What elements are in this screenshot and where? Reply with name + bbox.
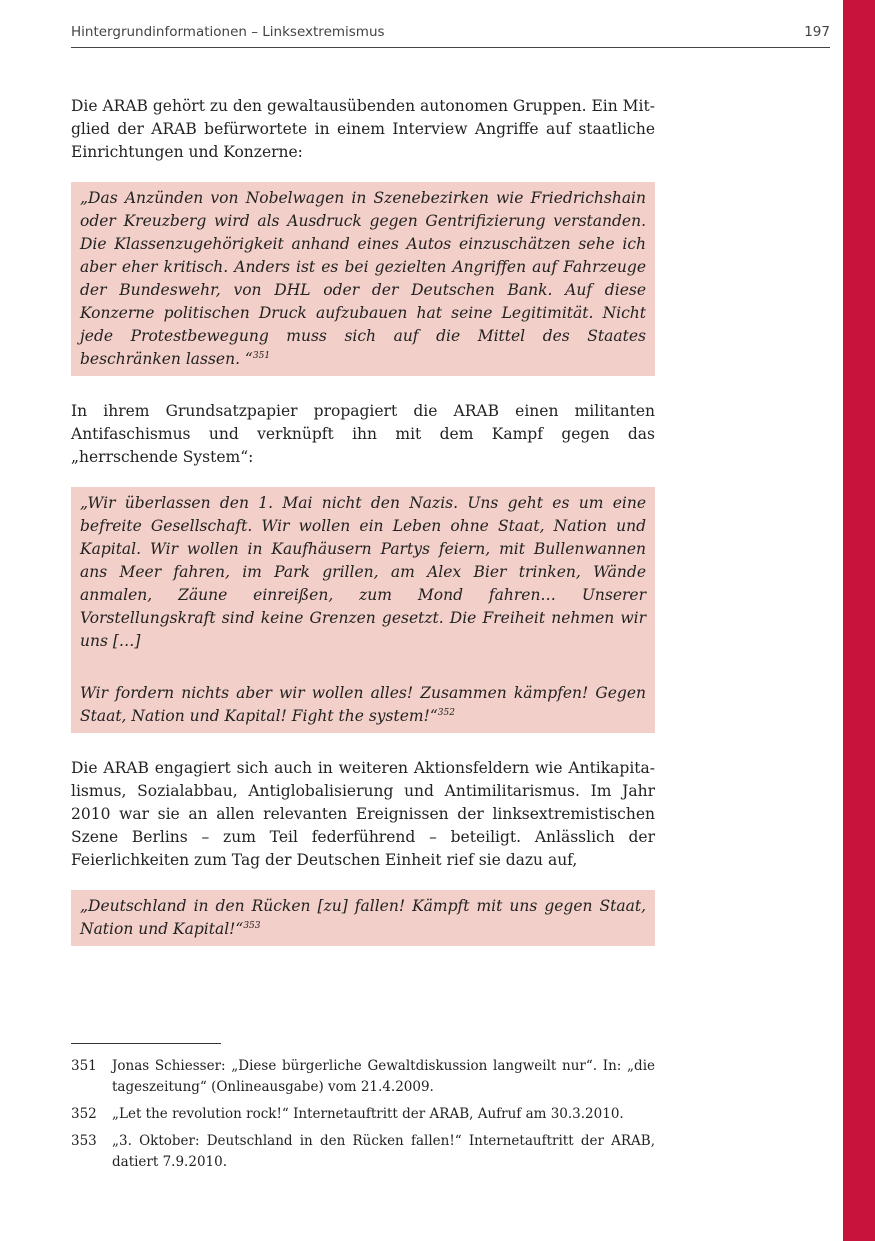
paragraph-1: Die ARAB gehört zu den gewaltausübenden autonomen Gruppen. Ein Mitglied der ARAB befürwortete in einem Interview Angriffe auf staatliche Einrichtungen und Konzerne: <box>71 97 655 161</box>
footnote-text: „3. Oktober: Deutschland in den Rücken fallen!“ Internetauftritt der ARAB, datiert 7.9.2010. <box>112 1133 655 1170</box>
quote-1-body: „Das Anzünden von Nobelwagen in Szenebezirken wie Friedrichshain oder Kreuzberg wird als Ausdruck gegen Gentrifizierung verstanden. Die Klassenzugehörigkeit anhand eines Autos einzuschätzen sehe ich aber eher kritisch. Anders ist es bei gezielten Angriffen auf Fahrzeuge der Bundeswehr, von DHL oder der Deutschen Bank. Auf diese Konzerne politischen Druck aufzubauen hat seine Legitimität. Nicht jede Protestbewegung muss sich auf die Mittel des Staates beschränken lassen. “ <box>80 189 646 368</box>
sidebar-color-bar <box>843 0 875 1241</box>
footnote-ref-351[interactable]: 351 <box>252 351 271 361</box>
running-title: Hintergrundinformationen – Linksextremismus <box>71 24 385 40</box>
footnote-number: 351 <box>71 1058 97 1074</box>
quote-3-text <box>80 895 646 941</box>
quote-2-body: Wir fordern nichts aber wir wollen alles! Zusammen kämpfen! Gegen Staat, Nation und Kapital! Fight the system!“ <box>80 684 646 725</box>
quote-3-body: „Deutschland in den Rücken [zu] fallen! Kämpft mit uns gegen Staat, Nation und Kapital!“ <box>80 897 646 938</box>
footnote-item <box>71 1131 655 1173</box>
quote-2-text-1: „Wir überlassen den 1. Mai nicht den Nazis. Uns geht es um eine befreite Gesellschaft. Wir wollen ein Leben ohne Staat, Nation und Kapital. Wir wollen in Kaufhäusern Partys feiern, mit Bullenwannen ans Meer fahren, im Park grillen, am Alex Bier trinken, Wände anmalen, Zäune einreißen, zum Mond fahren… Unserer Vorstellungskraft sind keine Grenzen gesetzt. Die Freiheit nehmen wir uns […] <box>80 494 646 650</box>
paragraph-3: Die ARAB engagiert sich auch in weiteren Aktionsfeldern wie Antikapitalismus, Sozialabbau, Antiglobalisierung und Antimilitarismus. Im Jahr 2010 war sie an allen relevanten Ereignissen der linksextremistischen Szene Berlins – zum Teil federführend – beteiligt. Anlässlich der Feierlichkeiten zum Tag der Deutschen Einheit rief sie dazu auf, <box>71 759 655 869</box>
footnote-ref-353[interactable]: 353 <box>243 921 261 931</box>
quote-box-2 <box>71 487 655 733</box>
quote-box-1 <box>71 182 655 376</box>
footnote-number: 352 <box>71 1106 97 1122</box>
footnote-number: 353 <box>71 1133 97 1149</box>
footnote-ref-352[interactable]: 352 <box>437 708 455 718</box>
footnote-text: „Let the revolution rock!“ Internetauftritt der ARAB, Aufruf am 30.3.2010. <box>112 1106 624 1122</box>
footnote-item <box>71 1056 655 1098</box>
footnote-divider <box>71 1043 221 1044</box>
paragraph-2: In ihrem Grundsatzpapier propagiert die ARAB einen militanten Antifaschismus und verknüpft ihn mit dem Kampf gegen das „herrschende System“: <box>71 402 655 466</box>
quote-1-text <box>80 187 646 371</box>
quote-2-text-2 <box>80 682 646 728</box>
page-number: 197 <box>804 24 830 40</box>
footnote-text: Jonas Schiesser: „Diese bürgerliche Gewaltdiskussion langweilt nur“. In: „die tageszeitung“ (Onlineausgabe) vom 21.4.2009. <box>112 1058 655 1095</box>
main-content <box>71 95 655 970</box>
footnote-item <box>71 1104 655 1125</box>
footnotes <box>71 1056 655 1179</box>
page-header <box>71 23 830 48</box>
quote-box-3 <box>71 890 655 946</box>
